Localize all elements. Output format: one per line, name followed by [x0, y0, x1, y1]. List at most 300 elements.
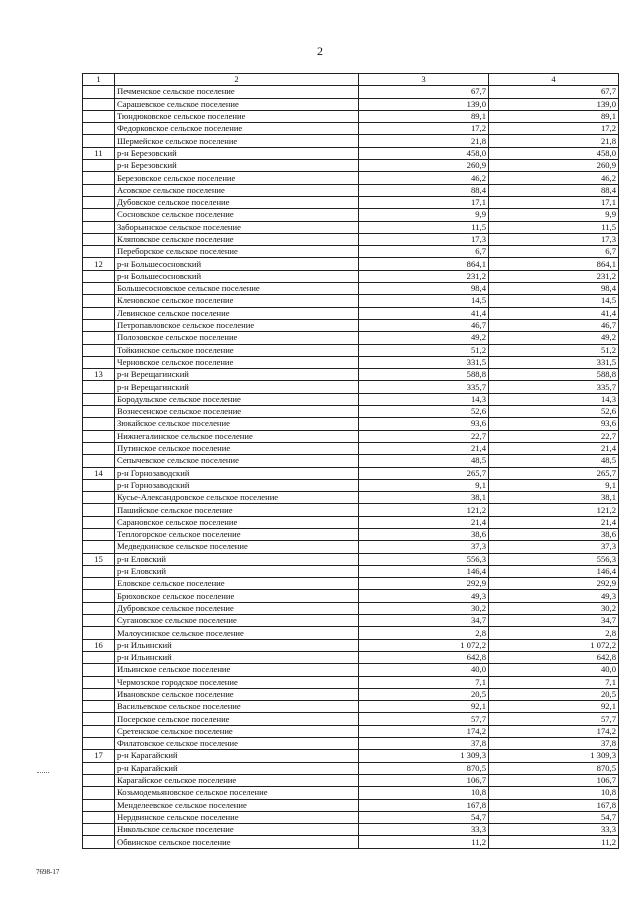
table-row: [83, 799, 619, 811]
row-value-col4: 870,5: [489, 762, 619, 774]
table-row: [83, 701, 619, 713]
row-number: [83, 516, 115, 528]
row-value-col3: 46,7: [359, 319, 489, 331]
row-name: Карагайское сельское поселение: [115, 774, 359, 786]
row-number: [83, 824, 115, 836]
table-row: [83, 418, 619, 430]
row-value-col4: 14,5: [489, 295, 619, 307]
row-number: [83, 233, 115, 245]
table-body: [83, 86, 619, 848]
row-name: Никольское сельское поселение: [115, 824, 359, 836]
row-name: Козьмодемьяновское сельское поселение: [115, 787, 359, 799]
row-name: Зюкайское сельское поселение: [115, 418, 359, 430]
table-row: [83, 369, 619, 381]
page-number: 2: [317, 44, 323, 58]
table-row: [83, 713, 619, 725]
row-number: [83, 184, 115, 196]
table-row: [83, 578, 619, 590]
row-value-col3: 642,8: [359, 651, 489, 663]
row-number: [83, 836, 115, 848]
row-name: р-н Березовский: [115, 160, 359, 172]
row-value-col3: 89,1: [359, 110, 489, 122]
row-name: Печменское сельское поселение: [115, 86, 359, 98]
row-number: [83, 725, 115, 737]
table-row: [83, 787, 619, 799]
table-row: [83, 479, 619, 491]
row-value-col3: 231,2: [359, 270, 489, 282]
row-value-col4: 21,8: [489, 135, 619, 147]
table-row: [83, 147, 619, 159]
row-name: Ильинское сельское поселение: [115, 664, 359, 676]
row-value-col4: 588,8: [489, 369, 619, 381]
row-number: 14: [83, 467, 115, 479]
row-value-col4: 167,8: [489, 799, 619, 811]
row-name: Переборское сельское поселение: [115, 246, 359, 258]
row-number: [83, 738, 115, 750]
table-row: [83, 725, 619, 737]
row-name: Посерское сельское поселение: [115, 713, 359, 725]
row-value-col4: 22,7: [489, 430, 619, 442]
row-number: [83, 430, 115, 442]
row-name: Медведкинское сельское поселение: [115, 541, 359, 553]
table-row: [83, 836, 619, 848]
row-name: Малоусинское сельское поселение: [115, 627, 359, 639]
row-number: [83, 160, 115, 172]
row-number: [83, 787, 115, 799]
row-value-col3: 292,9: [359, 578, 489, 590]
row-value-col4: 30,2: [489, 602, 619, 614]
row-name: Сосновское сельское поселение: [115, 209, 359, 221]
row-number: [83, 344, 115, 356]
table-row: [83, 381, 619, 393]
row-value-col4: 93,6: [489, 418, 619, 430]
row-value-col4: 458,0: [489, 147, 619, 159]
table-row: [83, 356, 619, 368]
row-value-col4: 38,6: [489, 528, 619, 540]
row-number: [83, 602, 115, 614]
row-name: Сарашевское сельское поселение: [115, 98, 359, 110]
row-value-col4: 46,7: [489, 319, 619, 331]
row-number: [83, 565, 115, 577]
row-name: р-н Еловский: [115, 553, 359, 565]
row-value-col3: 57,7: [359, 713, 489, 725]
row-name: р-н Еловский: [115, 565, 359, 577]
table-row: [83, 172, 619, 184]
header-cell-3: 3: [359, 74, 489, 86]
row-name: р-н Горнозаводский: [115, 479, 359, 491]
row-name: Петропавловское сельское поселение: [115, 319, 359, 331]
row-value-col3: 6,7: [359, 246, 489, 258]
row-name: Теплогорское сельское поселение: [115, 528, 359, 540]
row-name: Асовское сельское поселение: [115, 184, 359, 196]
header-row: [83, 74, 619, 86]
row-name: Тюндюковское сельское поселение: [115, 110, 359, 122]
row-name: Нердвинское сельское поселение: [115, 811, 359, 823]
table-row: [83, 541, 619, 553]
row-number: [83, 688, 115, 700]
row-name: р-н Большесосновский: [115, 270, 359, 282]
row-number: [83, 455, 115, 467]
row-value-col4: 2,8: [489, 627, 619, 639]
row-number: [83, 123, 115, 135]
row-number: [83, 356, 115, 368]
row-name: Дубовское сельское поселение: [115, 196, 359, 208]
row-value-col4: 146,4: [489, 565, 619, 577]
row-value-col3: 17,3: [359, 233, 489, 245]
row-number: [83, 246, 115, 258]
row-value-col4: 20,5: [489, 688, 619, 700]
row-value-col3: 146,4: [359, 565, 489, 577]
row-name: Большесосновское сельское поселение: [115, 283, 359, 295]
header-cell-1: 1: [83, 74, 115, 86]
row-number: [83, 578, 115, 590]
row-value-col3: 11,2: [359, 836, 489, 848]
table-row: [83, 492, 619, 504]
row-value-col3: 1 309,3: [359, 750, 489, 762]
row-name: Заборьинское сельское поселение: [115, 221, 359, 233]
row-number: [83, 209, 115, 221]
row-number: [83, 196, 115, 208]
table-row: [83, 86, 619, 98]
row-value-col4: 106,7: [489, 774, 619, 786]
row-number: [83, 701, 115, 713]
row-number: [83, 492, 115, 504]
row-value-col4: 67,7: [489, 86, 619, 98]
row-value-col3: 30,2: [359, 602, 489, 614]
row-number: [83, 541, 115, 553]
row-name: Сретенское сельское поселение: [115, 725, 359, 737]
row-name: Нижнегалинское сельское поселение: [115, 430, 359, 442]
row-number: [83, 110, 115, 122]
row-value-col3: 458,0: [359, 147, 489, 159]
row-value-col4: 48,5: [489, 455, 619, 467]
row-name: Федорковское сельское поселение: [115, 123, 359, 135]
row-number: [83, 615, 115, 627]
row-value-col4: 38,1: [489, 492, 619, 504]
table-row: [83, 762, 619, 774]
table-row: [83, 283, 619, 295]
row-value-col4: 49,3: [489, 590, 619, 602]
row-name: Кляповское сельское поселение: [115, 233, 359, 245]
table-row: [83, 627, 619, 639]
row-name: Сугановское сельское поселение: [115, 615, 359, 627]
row-number: [83, 676, 115, 688]
row-name: р-н Карагайский: [115, 750, 359, 762]
row-value-col4: 11,2: [489, 836, 619, 848]
row-value-col3: 870,5: [359, 762, 489, 774]
row-value-col3: 33,3: [359, 824, 489, 836]
table-row: [83, 455, 619, 467]
row-name: Васильевское сельское поселение: [115, 701, 359, 713]
row-value-col4: 46,2: [489, 172, 619, 184]
row-value-col4: 17,1: [489, 196, 619, 208]
row-name: р-н Ильинский: [115, 651, 359, 663]
row-value-col4: 54,7: [489, 811, 619, 823]
row-name: Чермозское городское поселение: [115, 676, 359, 688]
table-row: [83, 565, 619, 577]
table-row: [83, 750, 619, 762]
row-value-col4: 37,8: [489, 738, 619, 750]
row-value-col4: 98,4: [489, 283, 619, 295]
row-value-col3: 2,8: [359, 627, 489, 639]
table-row: [83, 123, 619, 135]
table-row: [83, 738, 619, 750]
table-row: [83, 319, 619, 331]
row-name: Вознесенское сельское поселение: [115, 406, 359, 418]
row-value-col3: 174,2: [359, 725, 489, 737]
row-name: Кленовское сельское поселение: [115, 295, 359, 307]
table-row: [83, 258, 619, 270]
table-row: [83, 430, 619, 442]
row-value-col4: 231,2: [489, 270, 619, 282]
row-number: [83, 799, 115, 811]
row-name: Путинское сельское поселение: [115, 442, 359, 454]
row-value-col4: 49,2: [489, 332, 619, 344]
row-number: [83, 627, 115, 639]
row-value-col4: 139,0: [489, 98, 619, 110]
row-value-col4: 89,1: [489, 110, 619, 122]
row-value-col3: 11,5: [359, 221, 489, 233]
row-number: [83, 504, 115, 516]
row-name: Сепычевское сельское поселение: [115, 455, 359, 467]
table-row: [83, 406, 619, 418]
table-row: [83, 615, 619, 627]
row-name: Обвинское сельское поселение: [115, 836, 359, 848]
table-row: [83, 135, 619, 147]
row-value-col4: 335,7: [489, 381, 619, 393]
row-value-col3: 864,1: [359, 258, 489, 270]
row-value-col3: 88,4: [359, 184, 489, 196]
row-number: [83, 651, 115, 663]
table-row: [83, 639, 619, 651]
row-value-col3: 38,1: [359, 492, 489, 504]
table-row: [83, 590, 619, 602]
row-value-col4: 52,6: [489, 406, 619, 418]
row-number: [83, 221, 115, 233]
row-number: [83, 381, 115, 393]
row-value-col3: 98,4: [359, 283, 489, 295]
row-value-col3: 1 072,2: [359, 639, 489, 651]
table-row: [83, 467, 619, 479]
row-value-col3: 38,6: [359, 528, 489, 540]
row-value-col3: 52,6: [359, 406, 489, 418]
row-value-col3: 17,2: [359, 123, 489, 135]
row-number: 15: [83, 553, 115, 565]
row-number: [83, 283, 115, 295]
row-value-col4: 14,3: [489, 393, 619, 405]
row-value-col3: 37,3: [359, 541, 489, 553]
row-name: р-н Большесосновский: [115, 258, 359, 270]
header-cell-4: 4: [489, 74, 619, 86]
row-value-col3: 167,8: [359, 799, 489, 811]
row-value-col3: 21,4: [359, 516, 489, 528]
row-value-col3: 7,1: [359, 676, 489, 688]
data-table: [82, 73, 619, 849]
row-value-col3: 34,7: [359, 615, 489, 627]
row-value-col3: 588,8: [359, 369, 489, 381]
row-number: [83, 418, 115, 430]
row-value-col3: 51,2: [359, 344, 489, 356]
table-row: [83, 98, 619, 110]
row-name: Бородульское сельское поселение: [115, 393, 359, 405]
table-row: [83, 184, 619, 196]
row-name: Кусье-Александровское сельское поселение: [115, 492, 359, 504]
table-row: [83, 270, 619, 282]
row-value-col4: 51,2: [489, 344, 619, 356]
row-name: Филатовское сельское поселение: [115, 738, 359, 750]
row-number: [83, 590, 115, 602]
row-name: р-н Карагайский: [115, 762, 359, 774]
row-value-col4: 11,5: [489, 221, 619, 233]
row-value-col3: 9,1: [359, 479, 489, 491]
row-value-col3: 48,5: [359, 455, 489, 467]
row-value-col4: 7,1: [489, 676, 619, 688]
row-value-col3: 54,7: [359, 811, 489, 823]
row-number: [83, 479, 115, 491]
row-number: [83, 295, 115, 307]
row-number: [83, 528, 115, 540]
row-value-col4: 34,7: [489, 615, 619, 627]
row-value-col4: 1 309,3: [489, 750, 619, 762]
row-name: Еловское сельское поселение: [115, 578, 359, 590]
row-value-col3: 92,1: [359, 701, 489, 713]
row-name: р-н Верещагинский: [115, 381, 359, 393]
row-number: [83, 393, 115, 405]
row-value-col3: 556,3: [359, 553, 489, 565]
row-value-col3: 17,1: [359, 196, 489, 208]
table-row: [83, 516, 619, 528]
table-row: [83, 602, 619, 614]
row-value-col3: 10,8: [359, 787, 489, 799]
table-row: [83, 307, 619, 319]
row-name: Ивановское сельское поселение: [115, 688, 359, 700]
table-row: [83, 221, 619, 233]
table-row: [83, 824, 619, 836]
header-cell-2: 2: [115, 74, 359, 86]
row-number: [83, 270, 115, 282]
row-number: [83, 406, 115, 418]
row-name: Березовское сельское поселение: [115, 172, 359, 184]
row-value-col4: 10,8: [489, 787, 619, 799]
row-name: Шермейское сельское поселение: [115, 135, 359, 147]
table-row: [83, 233, 619, 245]
row-value-col4: 292,9: [489, 578, 619, 590]
row-name: Пашийское сельское поселение: [115, 504, 359, 516]
table-row: [83, 676, 619, 688]
row-number: [83, 762, 115, 774]
row-value-col4: 33,3: [489, 824, 619, 836]
table-row: [83, 664, 619, 676]
row-value-col3: 14,3: [359, 393, 489, 405]
row-number: [83, 713, 115, 725]
row-name: р-н Горнозаводский: [115, 467, 359, 479]
row-value-col3: 121,2: [359, 504, 489, 516]
row-value-col3: 49,2: [359, 332, 489, 344]
row-value-col3: 260,9: [359, 160, 489, 172]
table-row: [83, 811, 619, 823]
row-value-col3: 49,3: [359, 590, 489, 602]
row-value-col3: 93,6: [359, 418, 489, 430]
row-value-col3: 37,8: [359, 738, 489, 750]
row-number: 13: [83, 369, 115, 381]
row-value-col3: 139,0: [359, 98, 489, 110]
row-value-col4: 17,3: [489, 233, 619, 245]
footer-code: 7698-17: [36, 868, 60, 876]
row-name: Брюховское сельское поселение: [115, 590, 359, 602]
row-number: [83, 98, 115, 110]
table-row: [83, 504, 619, 516]
row-value-col3: 22,7: [359, 430, 489, 442]
row-number: [83, 332, 115, 344]
row-value-col4: 37,3: [489, 541, 619, 553]
row-value-col4: 9,9: [489, 209, 619, 221]
row-value-col3: 9,9: [359, 209, 489, 221]
table-row: [83, 160, 619, 172]
table-row: [83, 295, 619, 307]
table-row: [83, 688, 619, 700]
row-number: 17: [83, 750, 115, 762]
row-value-col4: 556,3: [489, 553, 619, 565]
row-number: 11: [83, 147, 115, 159]
row-number: [83, 86, 115, 98]
row-value-col4: 1 072,2: [489, 639, 619, 651]
row-value-col4: 265,7: [489, 467, 619, 479]
row-value-col4: 21,4: [489, 442, 619, 454]
row-value-col4: 121,2: [489, 504, 619, 516]
row-value-col3: 331,5: [359, 356, 489, 368]
row-value-col3: 46,2: [359, 172, 489, 184]
row-name: Дубровское сельское поселение: [115, 602, 359, 614]
row-name: Менделеевское сельское поселение: [115, 799, 359, 811]
row-value-col3: 335,7: [359, 381, 489, 393]
row-value-col4: 40,0: [489, 664, 619, 676]
table-row: [83, 528, 619, 540]
row-number: [83, 319, 115, 331]
row-value-col4: 9,1: [489, 479, 619, 491]
row-value-col4: 41,4: [489, 307, 619, 319]
row-value-col4: 88,4: [489, 184, 619, 196]
row-value-col4: 21,4: [489, 516, 619, 528]
row-value-col3: 21,4: [359, 442, 489, 454]
row-number: [83, 307, 115, 319]
table-row: [83, 344, 619, 356]
row-value-col3: 40,0: [359, 664, 489, 676]
table-row: [83, 332, 619, 344]
row-number: [83, 172, 115, 184]
row-value-col3: 20,5: [359, 688, 489, 700]
row-name: Черновское сельское поселение: [115, 356, 359, 368]
row-name: Полозовское сельское поселение: [115, 332, 359, 344]
table-row: [83, 553, 619, 565]
row-name: Сарановское сельское поселение: [115, 516, 359, 528]
row-name: Тойкинское сельское поселение: [115, 344, 359, 356]
row-name: р-н Ильинский: [115, 639, 359, 651]
table-row: [83, 651, 619, 663]
row-number: 12: [83, 258, 115, 270]
row-value-col4: 642,8: [489, 651, 619, 663]
row-number: [83, 135, 115, 147]
table-row: [83, 442, 619, 454]
row-value-col3: 41,4: [359, 307, 489, 319]
row-value-col4: 260,9: [489, 160, 619, 172]
table-row: [83, 110, 619, 122]
row-value-col4: 57,7: [489, 713, 619, 725]
row-number: [83, 664, 115, 676]
row-name: Левинское сельское поселение: [115, 307, 359, 319]
row-value-col4: 174,2: [489, 725, 619, 737]
table-row: [83, 246, 619, 258]
row-number: [83, 442, 115, 454]
